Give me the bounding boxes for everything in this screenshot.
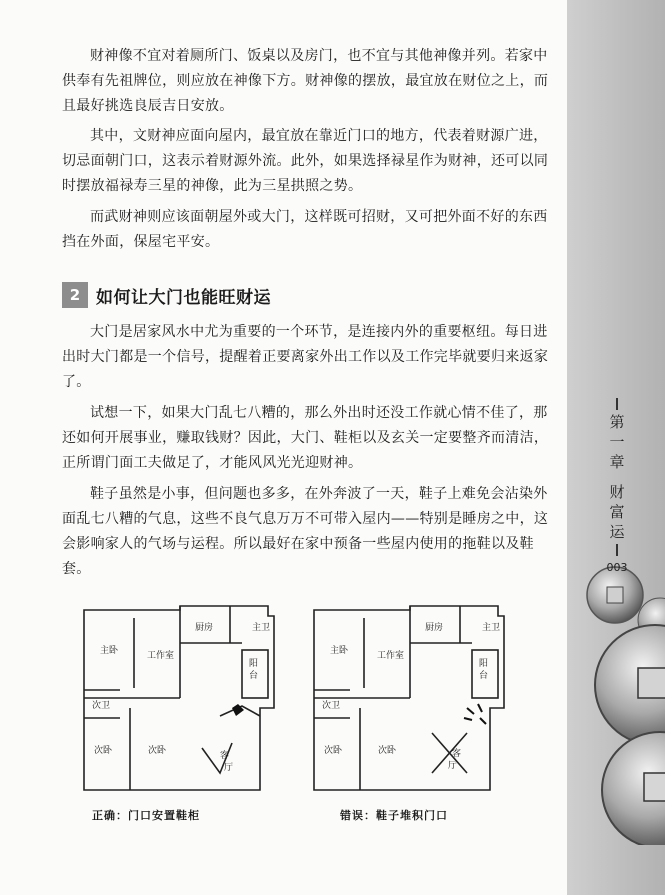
chapter-label: [600, 396, 634, 578]
room-living: 客: [452, 749, 462, 759]
section-title: 如何让大门也能旺财运: [96, 287, 271, 308]
room-second-bedroom: 次卧: [94, 746, 113, 756]
room-study: 工作室: [377, 651, 405, 661]
room-living: 客: [220, 751, 230, 761]
paragraph: 财神像不宜对着厕所门、饭桌以及房门，也不宜与其他神像并列。若家中供奉有先祖牌位，则应放在神像下方。财神像的摆放，最宜放在财位之上，而且最好挑选良辰吉日安放。: [62, 48, 549, 114]
room-balcony: 阳: [249, 659, 259, 669]
room-master-bedroom: 主卧: [100, 646, 119, 656]
paragraph: 而武财神则应该面朝屋外或大门，这样既可招财，又可把外面不好的东西挡在外面，保屋宅平安。: [62, 209, 548, 250]
room-living: 厅: [448, 761, 458, 771]
coins-illustration: [560, 565, 665, 845]
page-number: 003: [606, 561, 628, 574]
room-second-bath: 次卫: [322, 701, 341, 711]
room-master-bath: 主卫: [252, 623, 271, 633]
paragraph: 鞋子虽然是小事，但问题也多多，在外奔波了一天，鞋子上难免会沾染外面乱七八糟的气息，这些不良气息万万不可带入屋内——特别是睡房之中，这会影响家人的气场与运程。所以最好在家中预备一些屋内使用的拖鞋以及鞋套。: [62, 486, 549, 577]
chapter-title-char: 富: [609, 503, 625, 521]
room-second-bedroom: 次卧: [324, 746, 343, 756]
paragraph: 试想一下，如果大门乱七八糟的，那么外出时还没工作就心情不佳了，那还如何开展事业，赚取钱财？因此，大门、鞋柜以及玄关一定要整齐而清洁，正所谓门面工夫做足了，才能风风光光迎财神。: [62, 405, 549, 471]
chapter-char: 章: [609, 453, 625, 471]
section-heading: [62, 282, 271, 308]
chapter-title-char: 运: [609, 523, 625, 541]
room-master-bath: 主卫: [482, 623, 501, 633]
chapter-char: 一: [609, 433, 625, 451]
floor-plan-wrong: [302, 598, 512, 798]
room-balcony: 阳: [479, 659, 489, 669]
section-number: 2: [62, 282, 88, 308]
room-balcony: 台: [479, 671, 489, 681]
room-living: 厅: [224, 763, 234, 773]
paragraph: 其中，文财神应面向屋内，最宜放在靠近门口的地方，代表着财源广进，切忌面朝门口，这表示着财源外流。此外，如果选择禄星作为财神，还可以同时摆放福禄寿三星的神像，此为三星拱照之势。: [62, 128, 549, 194]
floor-plan-correct: [72, 598, 282, 798]
room-kitchen: 厨房: [195, 623, 214, 633]
chapter-char: 第: [609, 413, 625, 431]
room-kitchen: 厨房: [425, 623, 444, 633]
scattered-shoes-icon: [464, 704, 486, 724]
room-master-bedroom: 主卧: [330, 646, 349, 656]
paragraph: 大门是居家风水中尤为重要的一个环节，是连接内外的重要枢纽。每日进出时大门都是一个信号，提醒着正要离家外出工作以及工作完毕就要归来返家了。: [62, 324, 549, 390]
caption-wrong: 错误：鞋子堆积门口: [340, 809, 448, 822]
caption-correct: 正确：门口安置鞋柜: [92, 809, 200, 822]
room-second-bedroom: 次卧: [378, 746, 397, 756]
room-balcony: 台: [249, 671, 259, 681]
chapter-title-char: 财: [609, 483, 625, 501]
room-second-bedroom: 次卧: [148, 746, 167, 756]
room-second-bath: 次卫: [92, 701, 111, 711]
room-study: 工作室: [147, 651, 175, 661]
